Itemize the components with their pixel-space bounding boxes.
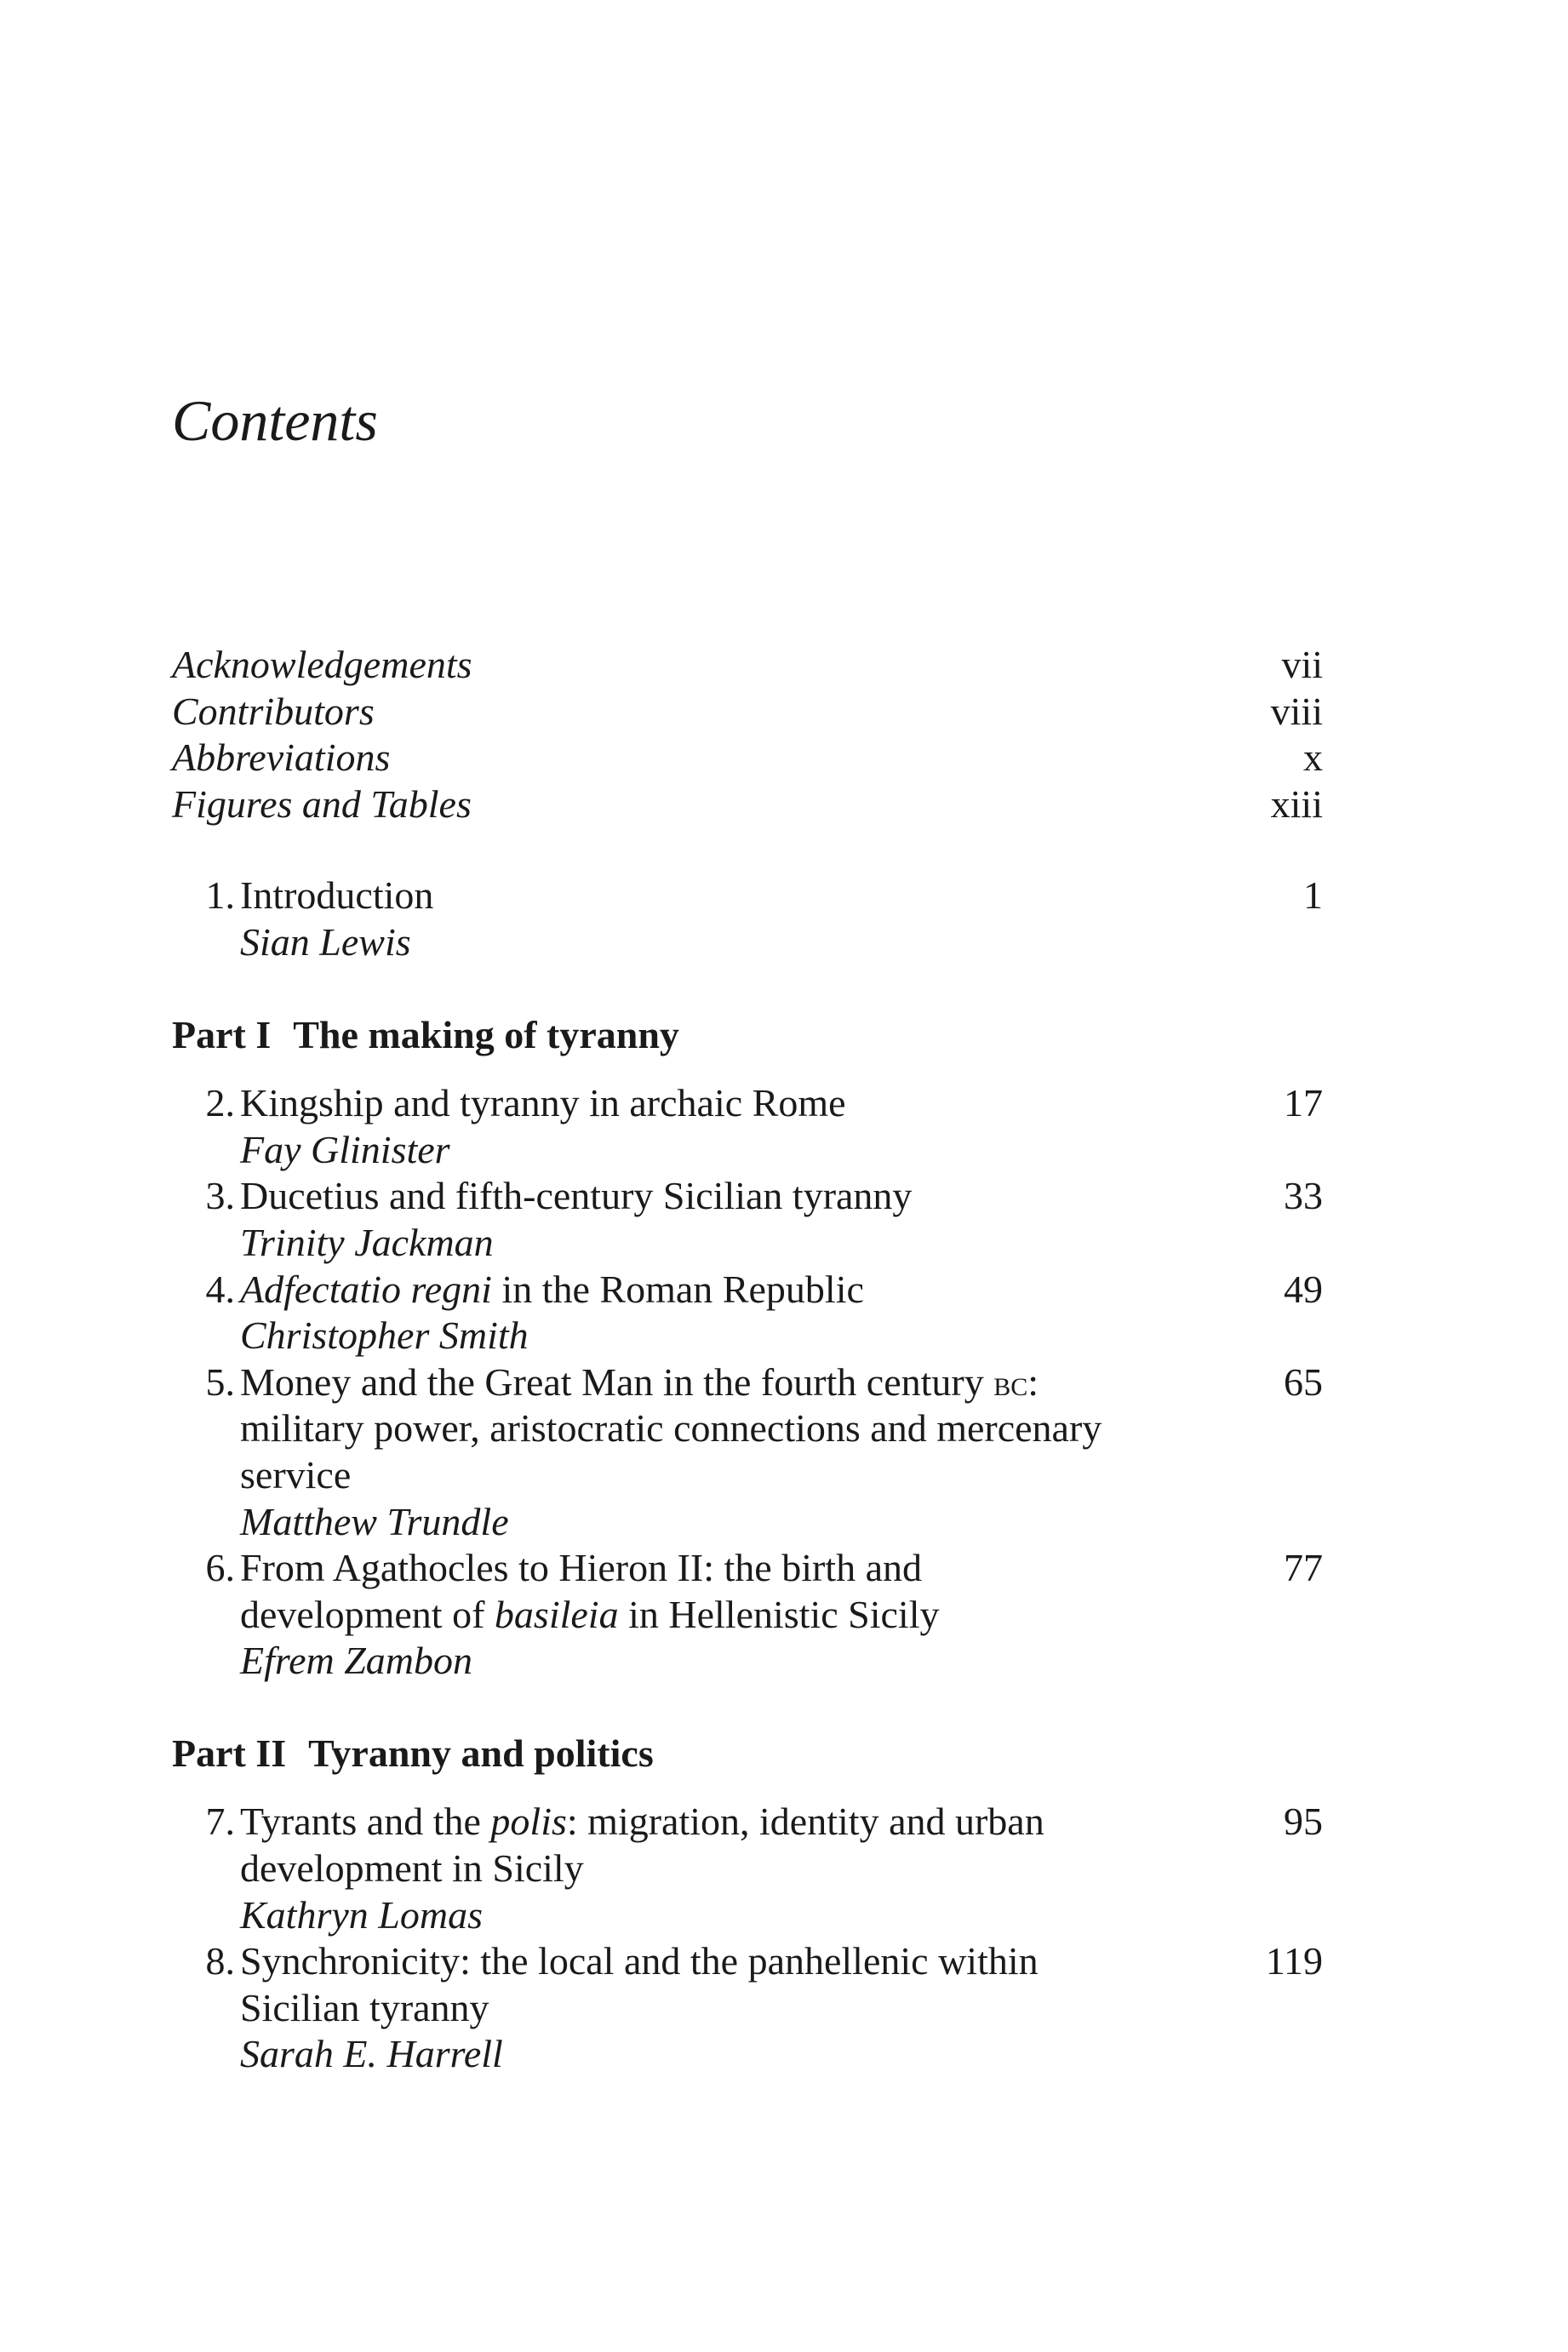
page-number: 1 bbox=[1303, 873, 1323, 918]
toc-entry-chapter-8[interactable] bbox=[172, 1938, 1323, 2078]
toc-entry-acknowledgements[interactable] bbox=[172, 642, 1323, 689]
chapter-number: 5. bbox=[205, 1359, 235, 1404]
chapter-title-continued: service bbox=[240, 1452, 352, 1496]
entry-title: Figures and Tables bbox=[172, 781, 472, 826]
entry-title: Contributors bbox=[172, 689, 375, 733]
chapter-title-italic: polis bbox=[490, 1800, 567, 1844]
chapter-author: Matthew Trundle bbox=[240, 1499, 509, 1543]
chapter-title-colon: : bbox=[1027, 1359, 1039, 1404]
page-title: Contents bbox=[172, 388, 378, 453]
page-number: 33 bbox=[1284, 1174, 1323, 1218]
chapter-title-text: : migration, identity and urban bbox=[566, 1800, 1044, 1844]
chapter-title-continued: military power, aristocratic connections and mercenary bbox=[240, 1406, 1102, 1451]
chapter-title-italic: Adfectatio regni bbox=[240, 1267, 492, 1311]
part-heading-1 bbox=[172, 1012, 1323, 1059]
chapter-author: Trinity Jackman bbox=[240, 1220, 494, 1264]
chapter-number: 4. bbox=[205, 1267, 235, 1311]
chapter-title-era: bc bbox=[993, 1363, 1028, 1404]
part-heading-2 bbox=[172, 1731, 1323, 1777]
page-number: x bbox=[1303, 735, 1323, 780]
chapter-title: Ducetius and fifth-century Sicilian tyranny bbox=[240, 1174, 913, 1218]
chapter-author: Sian Lewis bbox=[240, 919, 411, 964]
toc-entry-chapter-4[interactable] bbox=[172, 1267, 1323, 1359]
entry-title: Acknowledgements bbox=[172, 643, 472, 686]
chapter-title-text: development of bbox=[240, 1592, 495, 1636]
part-label: Part II bbox=[172, 1731, 287, 1775]
chapter-number: 2. bbox=[205, 1081, 235, 1125]
toc-entry-chapter-3[interactable] bbox=[172, 1173, 1323, 1266]
page-number: vii bbox=[1281, 643, 1323, 686]
table-of-contents bbox=[172, 642, 1323, 2078]
chapter-title: Synchronicity: the local and the panhellenic within bbox=[240, 1939, 1039, 1983]
page-number: 65 bbox=[1284, 1359, 1323, 1404]
chapter-title-rest: in the Roman Republic bbox=[491, 1267, 864, 1311]
page-number: 77 bbox=[1284, 1546, 1323, 1590]
chapter-title-text: in Hellenistic Sicily bbox=[618, 1592, 940, 1636]
chapter-number: 6. bbox=[205, 1546, 235, 1590]
entry-title: Abbreviations bbox=[172, 735, 391, 780]
page-number: 17 bbox=[1284, 1081, 1323, 1125]
page-number: 119 bbox=[1265, 1939, 1323, 1983]
chapter-author: Sarah E. Harrell bbox=[240, 2032, 503, 2076]
chapter-title: From Agathocles to Hieron II: the birth and bbox=[240, 1546, 923, 1590]
chapter-number: 1. bbox=[205, 873, 235, 918]
chapter-title bbox=[240, 1267, 1204, 1313]
chapter-author: Fay Glinister bbox=[240, 1127, 450, 1171]
part-title: The making of tyranny bbox=[293, 1012, 679, 1056]
chapter-author: Christopher Smith bbox=[240, 1313, 529, 1358]
chapter-number: 8. bbox=[205, 1939, 235, 1983]
chapter-title bbox=[240, 1359, 1204, 1406]
chapter-title-italic: basileia bbox=[494, 1592, 619, 1636]
page-number: 95 bbox=[1284, 1800, 1323, 1844]
chapter-title-text: Money and the Great Man in the fourth century bbox=[240, 1359, 994, 1404]
chapter-title-continued: Sicilian tyranny bbox=[240, 1985, 489, 2029]
chapter-title: Introduction bbox=[240, 873, 434, 918]
chapter-title-continued: development in Sicily bbox=[240, 1846, 584, 1891]
chapter-number: 7. bbox=[205, 1800, 235, 1844]
chapter-title-text: Tyrants and the bbox=[240, 1800, 491, 1844]
front-matter-list bbox=[172, 642, 1323, 827]
page-number: viii bbox=[1270, 689, 1323, 733]
page-number: 49 bbox=[1284, 1267, 1323, 1311]
part-title: Tyranny and politics bbox=[308, 1731, 654, 1775]
chapter-title: Kingship and tyranny in archaic Rome bbox=[240, 1081, 846, 1125]
toc-entry-chapter-7[interactable] bbox=[172, 1799, 1323, 1938]
toc-entry-chapter-6[interactable] bbox=[172, 1545, 1323, 1685]
toc-entry-contributors[interactable] bbox=[172, 689, 1323, 735]
toc-entry-chapter-1[interactable] bbox=[172, 873, 1323, 965]
toc-entry-chapter-5[interactable] bbox=[172, 1359, 1323, 1545]
chapter-number: 3. bbox=[205, 1174, 235, 1218]
chapter-title bbox=[240, 1799, 1204, 1846]
toc-entry-chapter-2[interactable] bbox=[172, 1080, 1323, 1173]
part-label: Part I bbox=[172, 1012, 272, 1056]
toc-entry-figures-and-tables[interactable] bbox=[172, 781, 1323, 828]
page-number: xiii bbox=[1270, 781, 1323, 826]
chapter-title-continued bbox=[240, 1592, 1204, 1639]
chapter-author: Kathryn Lomas bbox=[240, 1892, 483, 1937]
toc-entry-abbreviations[interactable] bbox=[172, 735, 1323, 781]
chapter-author: Efrem Zambon bbox=[240, 1639, 473, 1683]
